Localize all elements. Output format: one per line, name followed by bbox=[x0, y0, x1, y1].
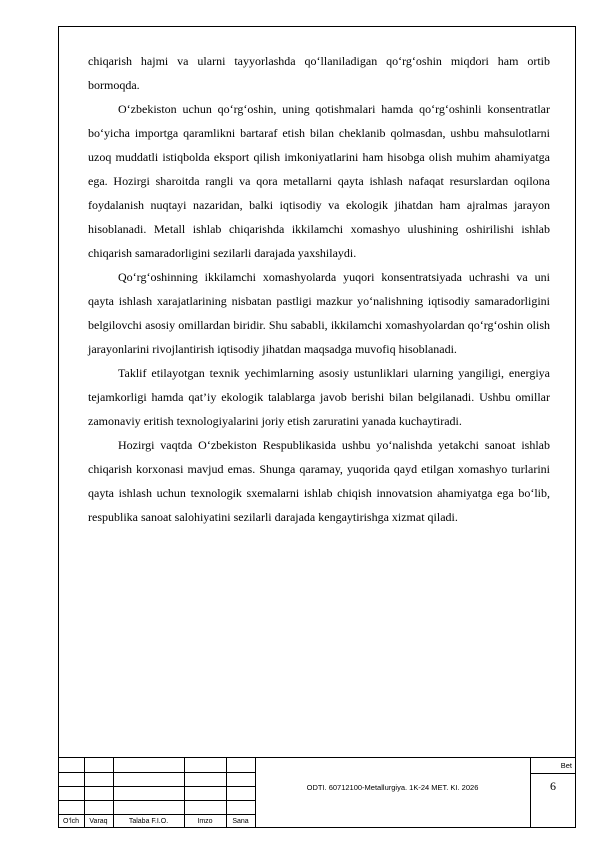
paragraph-5: Hozirgi vaqtda O‘zbekiston Respublikasida ushbu yo‘nalishda yetakchi sanoat ishlab chiqarish korxonasi mavjud emas. Shunga qaramay, yuqorida qayd etilgan xomashyo turlarini qayta ishlash uchun texnologik sxemalarni ishlab chiqish innovatsion ahamiyatga ega bo‘lib, respublika sanoat salohiyatini sezilarli darajada kengaytirishga xizmat qiladi. bbox=[88, 438, 550, 524]
sheet-label: Bet bbox=[560, 761, 572, 770]
col-sheet-label: Varaq bbox=[89, 818, 108, 825]
paragraph-4: Taklif etilayotgan texnik yechimlarning asosiy ustunliklari ularning yangiligi, energiya tejamkorligi hamda qat’iy ekologik talablarga javob berishi bilan belgilanadi. Ushbu omillar zamonaviy eritish texnologiyalarini joriy etish zaruratini yanada kuchaytiradi. bbox=[88, 366, 550, 428]
col-student-label: Talaba F.I.O. bbox=[128, 818, 169, 825]
title-block-row-line bbox=[58, 786, 255, 787]
col-change-label: O‘lch bbox=[63, 818, 79, 825]
col-date-label: Sana bbox=[232, 818, 249, 825]
page-number: 6 bbox=[550, 779, 556, 793]
document-code: ODTI. 60712100-Metallurgiya. 1K-24 MET. KI. 2026 bbox=[306, 783, 479, 792]
col-signature-label: Imzo bbox=[197, 818, 213, 825]
paragraph-3: Qo‘rg‘oshinning ikkilamchi xomashyolarda yuqori konsentratsiyada uchrashi va uni qayta ishlash xarajatlarining nisbatan pastligi mazkur yo‘nalishning iqtisodiy samaradorligini belgilovchi asosiy omillardan biridir. Shu sababli, ikkilamchi xomashyolardan qo‘rg‘oshin olish jarayonlarini rivojlantirish iqtisodiy jihatdan maqsadga muvofiq hisoblanadi. bbox=[88, 270, 550, 356]
title-block-row-line bbox=[58, 800, 255, 801]
title-block bbox=[58, 757, 576, 828]
document-body bbox=[88, 49, 550, 529]
title-block-row-line bbox=[58, 772, 255, 773]
paragraph-2: O‘zbekiston uchun qo‘rg‘oshin, uning qotishmalari hamda qo‘rg‘oshinli konsentratlar bo‘yicha importga qaramlikni bartaraf etish bilan cheklanib qolmasdan, ushbu mahsulotlarni uzoq muddatli istiqbolda eksport qilish imkoniyatlarini ham hisobga olish muhim ahamiyatga ega. Hozirgi sharoitda rangli va qora metallarni qayta ishlash nafaqat resurslardan oqilona foydalanish nuqtayi nazaridan, balki iqtisodiy va ekologik jihatdan ham ajralmas jarayon hisoblanadi. Metall ishlab chiqarishda ikkilamchi xomashyo ulushining oshirilishi ishlab chiqarish samaradorligini sezilarli darajada yaxshilaydi. bbox=[88, 102, 550, 260]
paragraph-1: chiqarish hajmi va ularni tayyorlashda qo‘llaniladigan qo‘rg‘oshin miqdori ham ortib bormoqda. bbox=[88, 54, 550, 92]
